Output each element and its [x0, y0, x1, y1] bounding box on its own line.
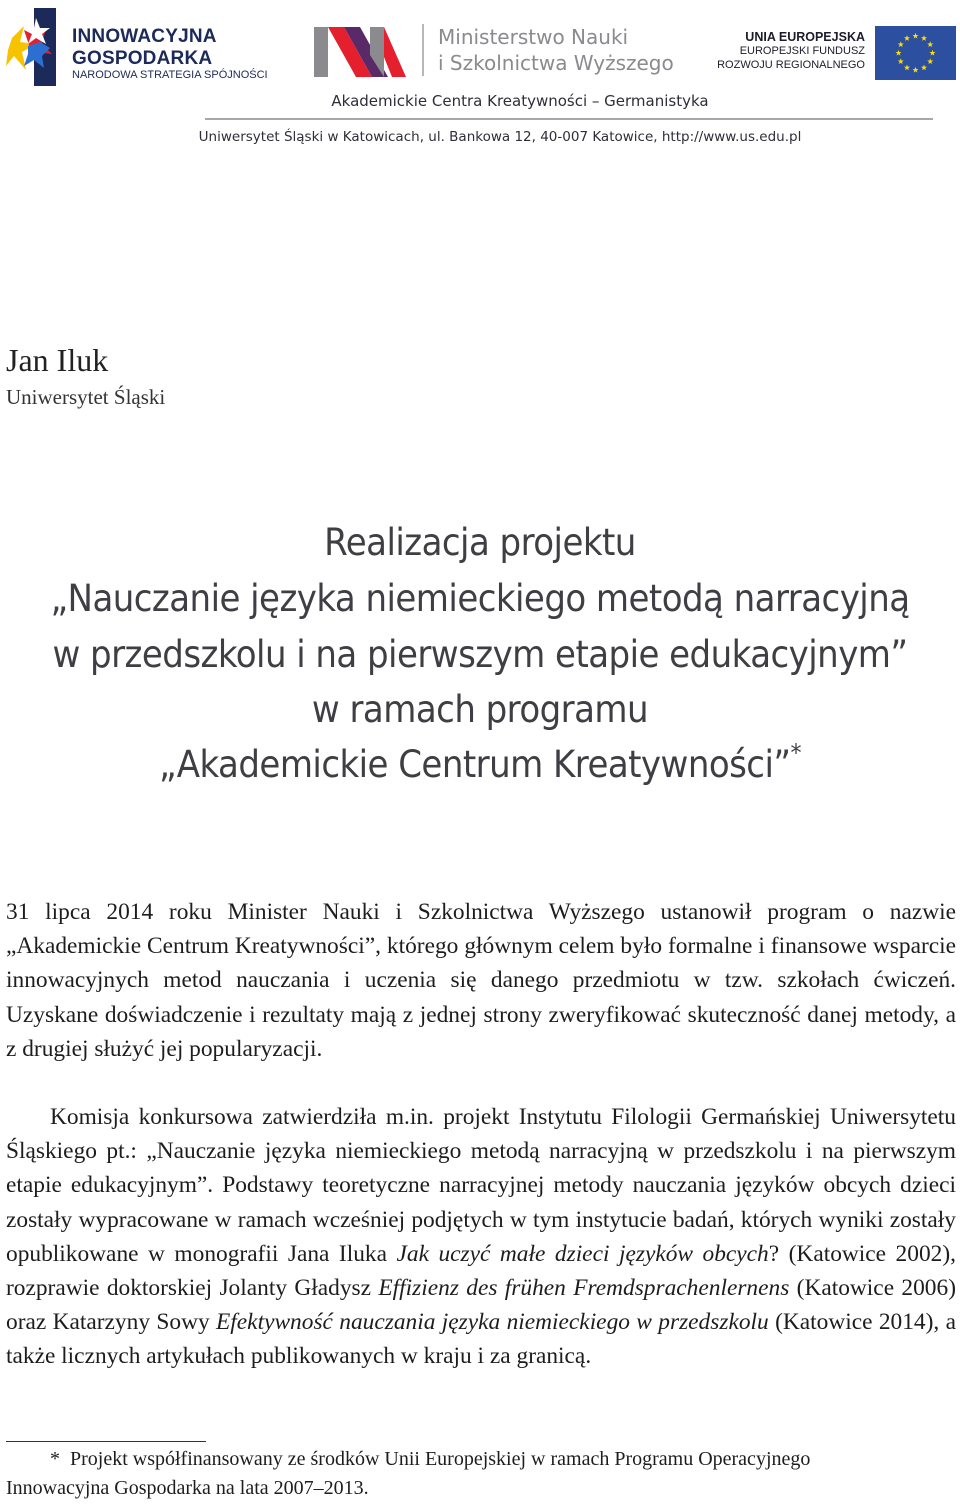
book-title-3: Efektywność nauczania języka niemieckiego w przedszkolu	[216, 1309, 769, 1336]
footnote-text-line1: Projekt współfinansowany ze środków Unii Europejskiej w ramach Programu Operacyjnego	[70, 1448, 811, 1470]
footnote-divider	[6, 1441, 206, 1442]
eu-label-line2: EUROPEJSKI FUNDUSZ	[739, 45, 865, 57]
para2-text-a: Komisja konkursowa zatwierdziła m.in. projekt Instytutu Filologii Germańskiej Uniwersytetu Śląskiego pt.: „Nauczanie języka niemieckiego metodą narracyjną w przedszkolu i na pierwszym etapie edukacyjnym”. Podstawy teoretyczne narracyjnej metody nauczania języków obcych dzieci zostały wypracowane w ramach wcześniej podjętych w tym instytucie badań, których wyniki zostały opublikowane w monografii Jana Iluka	[6, 1104, 956, 1267]
book-title-1: Jak uczyć małe dzieci języków obcych	[396, 1240, 769, 1267]
eu-flag-icon	[875, 26, 956, 80]
ministry-logo-icon	[314, 27, 406, 77]
ig-logo-line3: NARODOWA STRATEGIA SPÓJNOŚCI	[72, 69, 268, 81]
para2-text-d: (Katowice 2014), a także licznych artykułach publikowanych w kraju i za granicą.	[6, 1309, 957, 1370]
book-title-2: Effizienz des frühen Fremdsprachenlernens	[378, 1275, 790, 1302]
eu-label-line3: ROZWOJU REGIONALNEGO	[717, 59, 865, 71]
body-paragraph-1: 31 lipca 2014 roku Minister Nauki i Szkolnictwa Wyższego ustanowił program o nazwie „Akademickie Centrum Kreatywności”, którego głównym celem było formalne i finansowe wsparcie innowacyjnych metod nauczania i uczenia się danego przedmiotu w tzw. szkołach ćwiczeń. Uzyskane doświadczenie i rezultaty mają z jednej strony zweryfikować skuteczność danej metody, a z drugiej służyć jej popularyzacji.	[6, 899, 956, 1062]
ig-logo-line1: INNOWACYJNA	[72, 26, 217, 47]
para2-text-b: ? (Katowice 2002), rozprawie doktorskiej Jolanty Gładysz	[6, 1240, 956, 1302]
body-paragraph-2	[6, 1100, 956, 1374]
title-line-5	[38, 739, 921, 786]
title-line-2: „Nauczanie języka niemieckiego metodą narracyjną	[50, 577, 910, 620]
title-line-5-text: „Akademickie Centrum Kreatywności”	[159, 743, 791, 786]
header-divider	[205, 118, 933, 120]
eu-label-line1: UNIA EUROPEJSKA	[745, 30, 865, 44]
header-address: Uniwersytet Śląski w Katowicach, ul. Bankowa 12, 40-007 Katowice, http://www.us.edu.pl	[198, 129, 802, 145]
footnote	[6, 1445, 956, 1502]
ministry-name-line1: Ministerstwo Nauki	[438, 25, 629, 49]
header-subtitle: Akademickie Centra Kreatywności – Germanistyka	[331, 92, 709, 110]
ministry-name-line2: i Szkolnictwa Wyższego	[438, 51, 674, 75]
title-line-4: w ramach programu	[311, 688, 649, 731]
ig-star-icon	[6, 8, 58, 88]
author-name: Jan Iluk	[6, 342, 109, 378]
ig-logo-line2: GOSPODARKA	[72, 48, 213, 69]
ministry-separator	[422, 24, 424, 76]
title-line-1: Realizacja projektu	[324, 521, 636, 564]
footnote-marker: *	[50, 1448, 60, 1470]
footnote-text-line2: Innowacyjna Gospodarka na lata 2007–2013.	[6, 1476, 369, 1499]
para2-text-c: (Katowice 2006) oraz Katarzyny Sowy	[6, 1275, 956, 1336]
footnote-reference-marker[interactable]: *	[790, 739, 801, 767]
title-line-3: w przedszkolu i na pierwszym etapie edukacyjnym”	[52, 633, 908, 676]
author-affiliation: Uniwersytet Śląski	[6, 385, 166, 409]
